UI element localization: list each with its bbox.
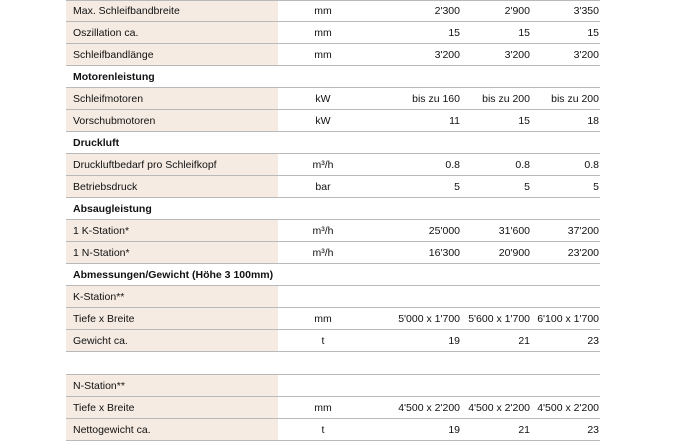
value-cell-model-3 <box>530 132 600 153</box>
section-title: Abmessungen/Gewicht (Höhe 3 100mm) <box>66 264 278 285</box>
subsection-row <box>66 286 600 308</box>
value-cell-model-2: 3'200 <box>504 48 530 61</box>
row-label: K-Station** <box>66 286 278 307</box>
value-cell-model-1 <box>368 66 460 87</box>
value-cell-model-2 <box>460 375 530 396</box>
value-cell-model-1: 0.8 <box>445 158 460 171</box>
value-cell-model-2 <box>460 286 530 307</box>
value-cell-model-1 <box>368 286 460 307</box>
value-cell-model-3 <box>530 198 600 219</box>
value-cell-model-3: 23 <box>587 423 599 436</box>
table-row <box>66 0 600 22</box>
value-cell-model-3: 23 <box>587 334 599 347</box>
value-cell-model-2: 21 <box>518 423 530 436</box>
value-cell-model-2: bis zu 200 <box>482 92 530 105</box>
row-label: Tiefe x Breite <box>66 308 278 329</box>
table-row <box>66 308 600 330</box>
value-cell-model-1: 5'000 x 1'700 <box>398 312 460 325</box>
unit-cell: t <box>321 334 325 347</box>
value-cell-model-1: 16'300 <box>428 246 460 259</box>
row-label: Betriebsdruck <box>66 176 278 197</box>
value-cell-model-3 <box>530 375 600 396</box>
value-cell-model-1: 15 <box>448 26 460 39</box>
section-title: Druckluft <box>66 132 278 153</box>
unit-cell: mm <box>314 312 332 325</box>
value-cell-model-1: 19 <box>448 423 460 436</box>
value-cell-model-1 <box>368 264 460 285</box>
table-row <box>66 44 600 66</box>
subsection-row <box>66 375 600 397</box>
value-cell-model-3: 4'500 x 2'200 <box>537 401 599 414</box>
value-cell-model-3: 18 <box>587 114 599 127</box>
row-label: Tiefe x Breite <box>66 397 278 418</box>
value-cell-model-1: 19 <box>448 334 460 347</box>
row-label: Oszillation ca. <box>66 22 278 43</box>
unit-cell: bar <box>315 180 331 193</box>
value-cell-model-2 <box>460 264 530 285</box>
value-cell-model-2: 2'900 <box>504 5 530 17</box>
value-cell-model-2: 15 <box>518 26 530 39</box>
value-cell-model-2: 5'600 x 1'700 <box>468 312 530 325</box>
value-cell-model-3: 5 <box>593 180 599 193</box>
value-cell-model-3: 3'350 <box>573 5 599 17</box>
section-header-row <box>66 264 600 286</box>
table-row <box>66 242 600 264</box>
value-cell-model-1: 5 <box>454 180 460 193</box>
section-header-row <box>66 132 600 154</box>
section-header-row <box>66 66 600 88</box>
table-row <box>66 88 600 110</box>
unit-cell: m³/h <box>312 246 334 259</box>
row-label: Schleifbandlänge <box>66 44 278 65</box>
unit-cell: mm <box>314 48 332 61</box>
value-cell-model-1: 3'200 <box>434 48 460 61</box>
table-row <box>66 419 600 441</box>
value-cell-model-2: 15 <box>518 114 530 127</box>
unit-cell: t <box>321 423 325 436</box>
value-cell-model-3: 15 <box>587 26 599 39</box>
table-row <box>66 110 600 132</box>
value-cell-model-3 <box>530 66 600 87</box>
row-label: 1 K-Station* <box>66 220 278 241</box>
value-cell-model-1: 2'300 <box>434 5 460 17</box>
value-cell-model-1 <box>368 132 460 153</box>
value-cell-model-1: 25'000 <box>428 224 460 237</box>
row-label: Schleifmotoren <box>66 88 278 109</box>
table-row <box>66 22 600 44</box>
unit-cell: m³/h <box>312 224 334 237</box>
value-cell-model-2 <box>460 66 530 87</box>
value-cell-model-3 <box>530 286 600 307</box>
unit-cell <box>278 375 368 396</box>
unit-cell: mm <box>314 26 332 39</box>
section-header-row <box>66 198 600 220</box>
value-cell-model-2: 5 <box>524 180 530 193</box>
unit-cell: m³/h <box>312 158 334 171</box>
value-cell-model-2: 31'600 <box>498 224 530 237</box>
value-cell-model-3: 3'200 <box>573 48 599 61</box>
row-label: Gewicht ca. <box>66 330 278 351</box>
value-cell-model-2: 20'900 <box>498 246 530 259</box>
unit-cell: kW <box>315 92 331 105</box>
unit-cell: kW <box>315 114 331 127</box>
value-cell-model-3: 37'200 <box>567 224 599 237</box>
value-cell-model-2 <box>460 132 530 153</box>
table-row <box>66 330 600 352</box>
value-cell-model-2: 21 <box>518 334 530 347</box>
value-cell-model-3: bis zu 200 <box>551 92 599 105</box>
unit-cell <box>278 198 368 219</box>
value-cell-model-2: 4'500 x 2'200 <box>468 401 530 414</box>
value-cell-model-1 <box>368 198 460 219</box>
table-row <box>66 397 600 419</box>
value-cell-model-1 <box>368 375 460 396</box>
value-cell-model-3: 6'100 x 1'700 <box>537 312 599 325</box>
table-spacer <box>66 352 600 375</box>
row-label: N-Station** <box>66 375 278 396</box>
unit-cell <box>278 286 368 307</box>
section-title: Motorenleistung <box>66 66 278 87</box>
value-cell-model-3: 23'200 <box>567 246 599 259</box>
table-row <box>66 154 600 176</box>
section-title: Absaugleistung <box>66 198 278 219</box>
value-cell-model-1: 4'500 x 2'200 <box>398 401 460 414</box>
value-cell-model-3 <box>530 264 600 285</box>
value-cell-model-1: 11 <box>449 114 460 127</box>
table-row <box>66 176 600 198</box>
unit-cell <box>278 132 368 153</box>
table-row <box>66 220 600 242</box>
value-cell-model-1: bis zu 160 <box>412 92 460 105</box>
row-label: Nettogewicht ca. <box>66 419 278 440</box>
row-label: Vorschubmotoren <box>66 110 278 131</box>
unit-cell <box>278 264 368 285</box>
unit-cell: mm <box>314 5 332 17</box>
value-cell-model-2: 0.8 <box>515 158 530 171</box>
unit-cell: mm <box>314 401 332 414</box>
row-label: Druckluftbedarf pro Schleifkopf <box>66 154 278 175</box>
unit-cell <box>278 66 368 87</box>
value-cell-model-3: 0.8 <box>584 158 599 171</box>
spec-table <box>66 0 600 441</box>
row-label: Max. Schleifbandbreite <box>66 1 278 21</box>
row-label: 1 N-Station* <box>66 242 278 263</box>
value-cell-model-2 <box>460 198 530 219</box>
